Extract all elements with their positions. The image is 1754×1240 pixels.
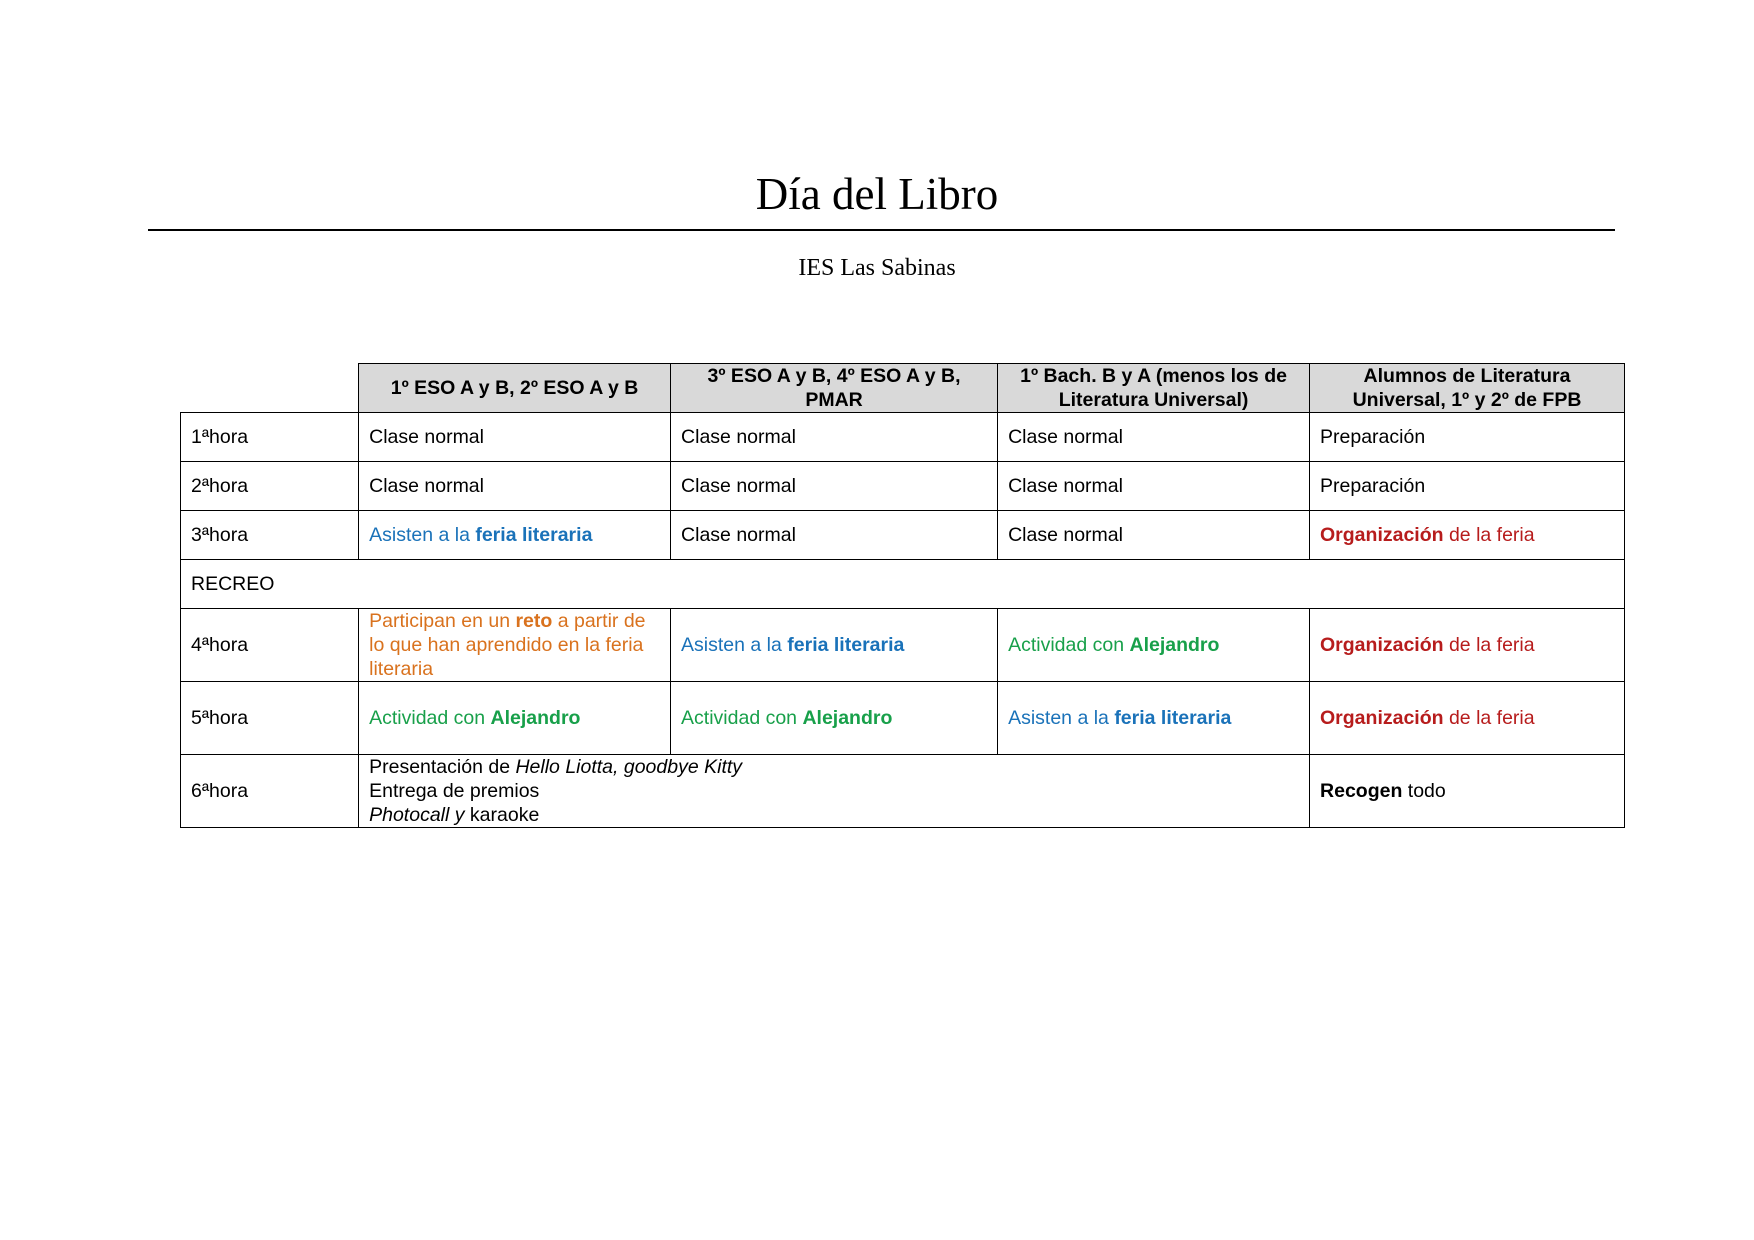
document-title: Día del Libro xyxy=(755,169,999,219)
table-cell xyxy=(1310,511,1625,560)
table-cell: Preparación xyxy=(1310,413,1625,462)
activity-line xyxy=(369,803,1299,827)
corner-cell xyxy=(181,364,359,413)
title-divider xyxy=(148,229,1615,231)
cell-text: a partir de lo que han aprendido en la feria literaria xyxy=(369,610,646,680)
table-row xyxy=(181,462,1625,511)
table-cell: Clase normal xyxy=(998,413,1310,462)
cell-text: de la feria xyxy=(1443,524,1535,546)
table-cell: Clase normal xyxy=(359,413,671,462)
cell-text: Participan en un xyxy=(369,610,516,632)
table-cell xyxy=(1310,609,1625,682)
cell-text: Asisten a la xyxy=(369,524,476,546)
cell-text-bold: Organización xyxy=(1320,634,1444,656)
cell-text: Actividad con xyxy=(369,707,491,729)
cell-text: Asisten a la xyxy=(1008,707,1115,729)
row-label: 4ªhora xyxy=(181,609,359,682)
cell-text-bold: feria literaria xyxy=(475,524,593,546)
cell-text-bold: reto xyxy=(515,610,553,632)
table-cell xyxy=(359,511,671,560)
cell-text: Presentación de xyxy=(369,756,516,778)
cell-text-bold: Alejandro xyxy=(1129,634,1220,656)
document-subtitle: IES Las Sabinas xyxy=(798,255,956,281)
table-row xyxy=(181,682,1625,755)
cell-text-bold: feria literaria xyxy=(1114,707,1232,729)
table-cell xyxy=(359,609,671,682)
cell-text: de la feria xyxy=(1443,707,1535,729)
table-cell xyxy=(998,682,1310,755)
table-row xyxy=(181,413,1625,462)
cell-text-bold: Alejandro xyxy=(490,707,581,729)
cell-text-bold: feria literaria xyxy=(787,634,905,656)
row-label: 5ªhora xyxy=(181,682,359,755)
cell-text-bold: Alejandro xyxy=(802,707,893,729)
table-cell xyxy=(1310,755,1625,828)
table-cell xyxy=(671,609,998,682)
cell-text: de la feria xyxy=(1443,634,1535,656)
table-cell: Preparación xyxy=(1310,462,1625,511)
cell-text-bold: Recogen xyxy=(1320,780,1403,802)
cell-text: Actividad con xyxy=(1008,634,1130,656)
table-row xyxy=(181,560,1625,609)
table-cell: Clase normal xyxy=(671,511,998,560)
table-cell: Clase normal xyxy=(998,511,1310,560)
table-row xyxy=(181,511,1625,560)
cell-text: Actividad con xyxy=(681,707,803,729)
cell-text: karaoke xyxy=(464,804,540,826)
cell-text: todo xyxy=(1402,780,1446,802)
table-row xyxy=(181,609,1625,682)
row-label: 2ªhora xyxy=(181,462,359,511)
table-cell: Clase normal xyxy=(359,462,671,511)
table-cell: Clase normal xyxy=(998,462,1310,511)
row-label: 6ªhora xyxy=(181,755,359,828)
cell-text-italic: Hello Liotta, goodbye Kitty xyxy=(515,756,743,778)
table-cell xyxy=(1310,682,1625,755)
table-cell xyxy=(359,682,671,755)
table-cell xyxy=(671,682,998,755)
column-header: 1º ESO A y B, 2º ESO A y B xyxy=(359,364,671,413)
column-header: 3º ESO A y B, 4º ESO A y B, PMAR xyxy=(671,364,998,413)
table-cell: Clase normal xyxy=(671,413,998,462)
table-cell xyxy=(998,609,1310,682)
activity-line xyxy=(369,755,1299,779)
table-cell: Clase normal xyxy=(671,462,998,511)
cell-text: Asisten a la xyxy=(681,634,788,656)
row-label: 3ªhora xyxy=(181,511,359,560)
column-header: Alumnos de Literatura Universal, 1º y 2º de FPB xyxy=(1310,364,1625,413)
table-row xyxy=(181,755,1625,828)
schedule-table xyxy=(180,363,1625,828)
row-label: 1ªhora xyxy=(181,413,359,462)
merged-activity-cell xyxy=(359,755,1310,828)
cell-text-italic: Photocall y xyxy=(369,804,465,826)
cell-text-bold: Organización xyxy=(1320,524,1444,546)
recreo-cell: RECREO xyxy=(181,560,1625,609)
header-row xyxy=(181,364,1625,413)
activity-line: Entrega de premios xyxy=(369,780,540,802)
cell-text-bold: Organización xyxy=(1320,707,1444,729)
column-header: 1º Bach. B y A (menos los de Literatura Universal) xyxy=(998,364,1310,413)
